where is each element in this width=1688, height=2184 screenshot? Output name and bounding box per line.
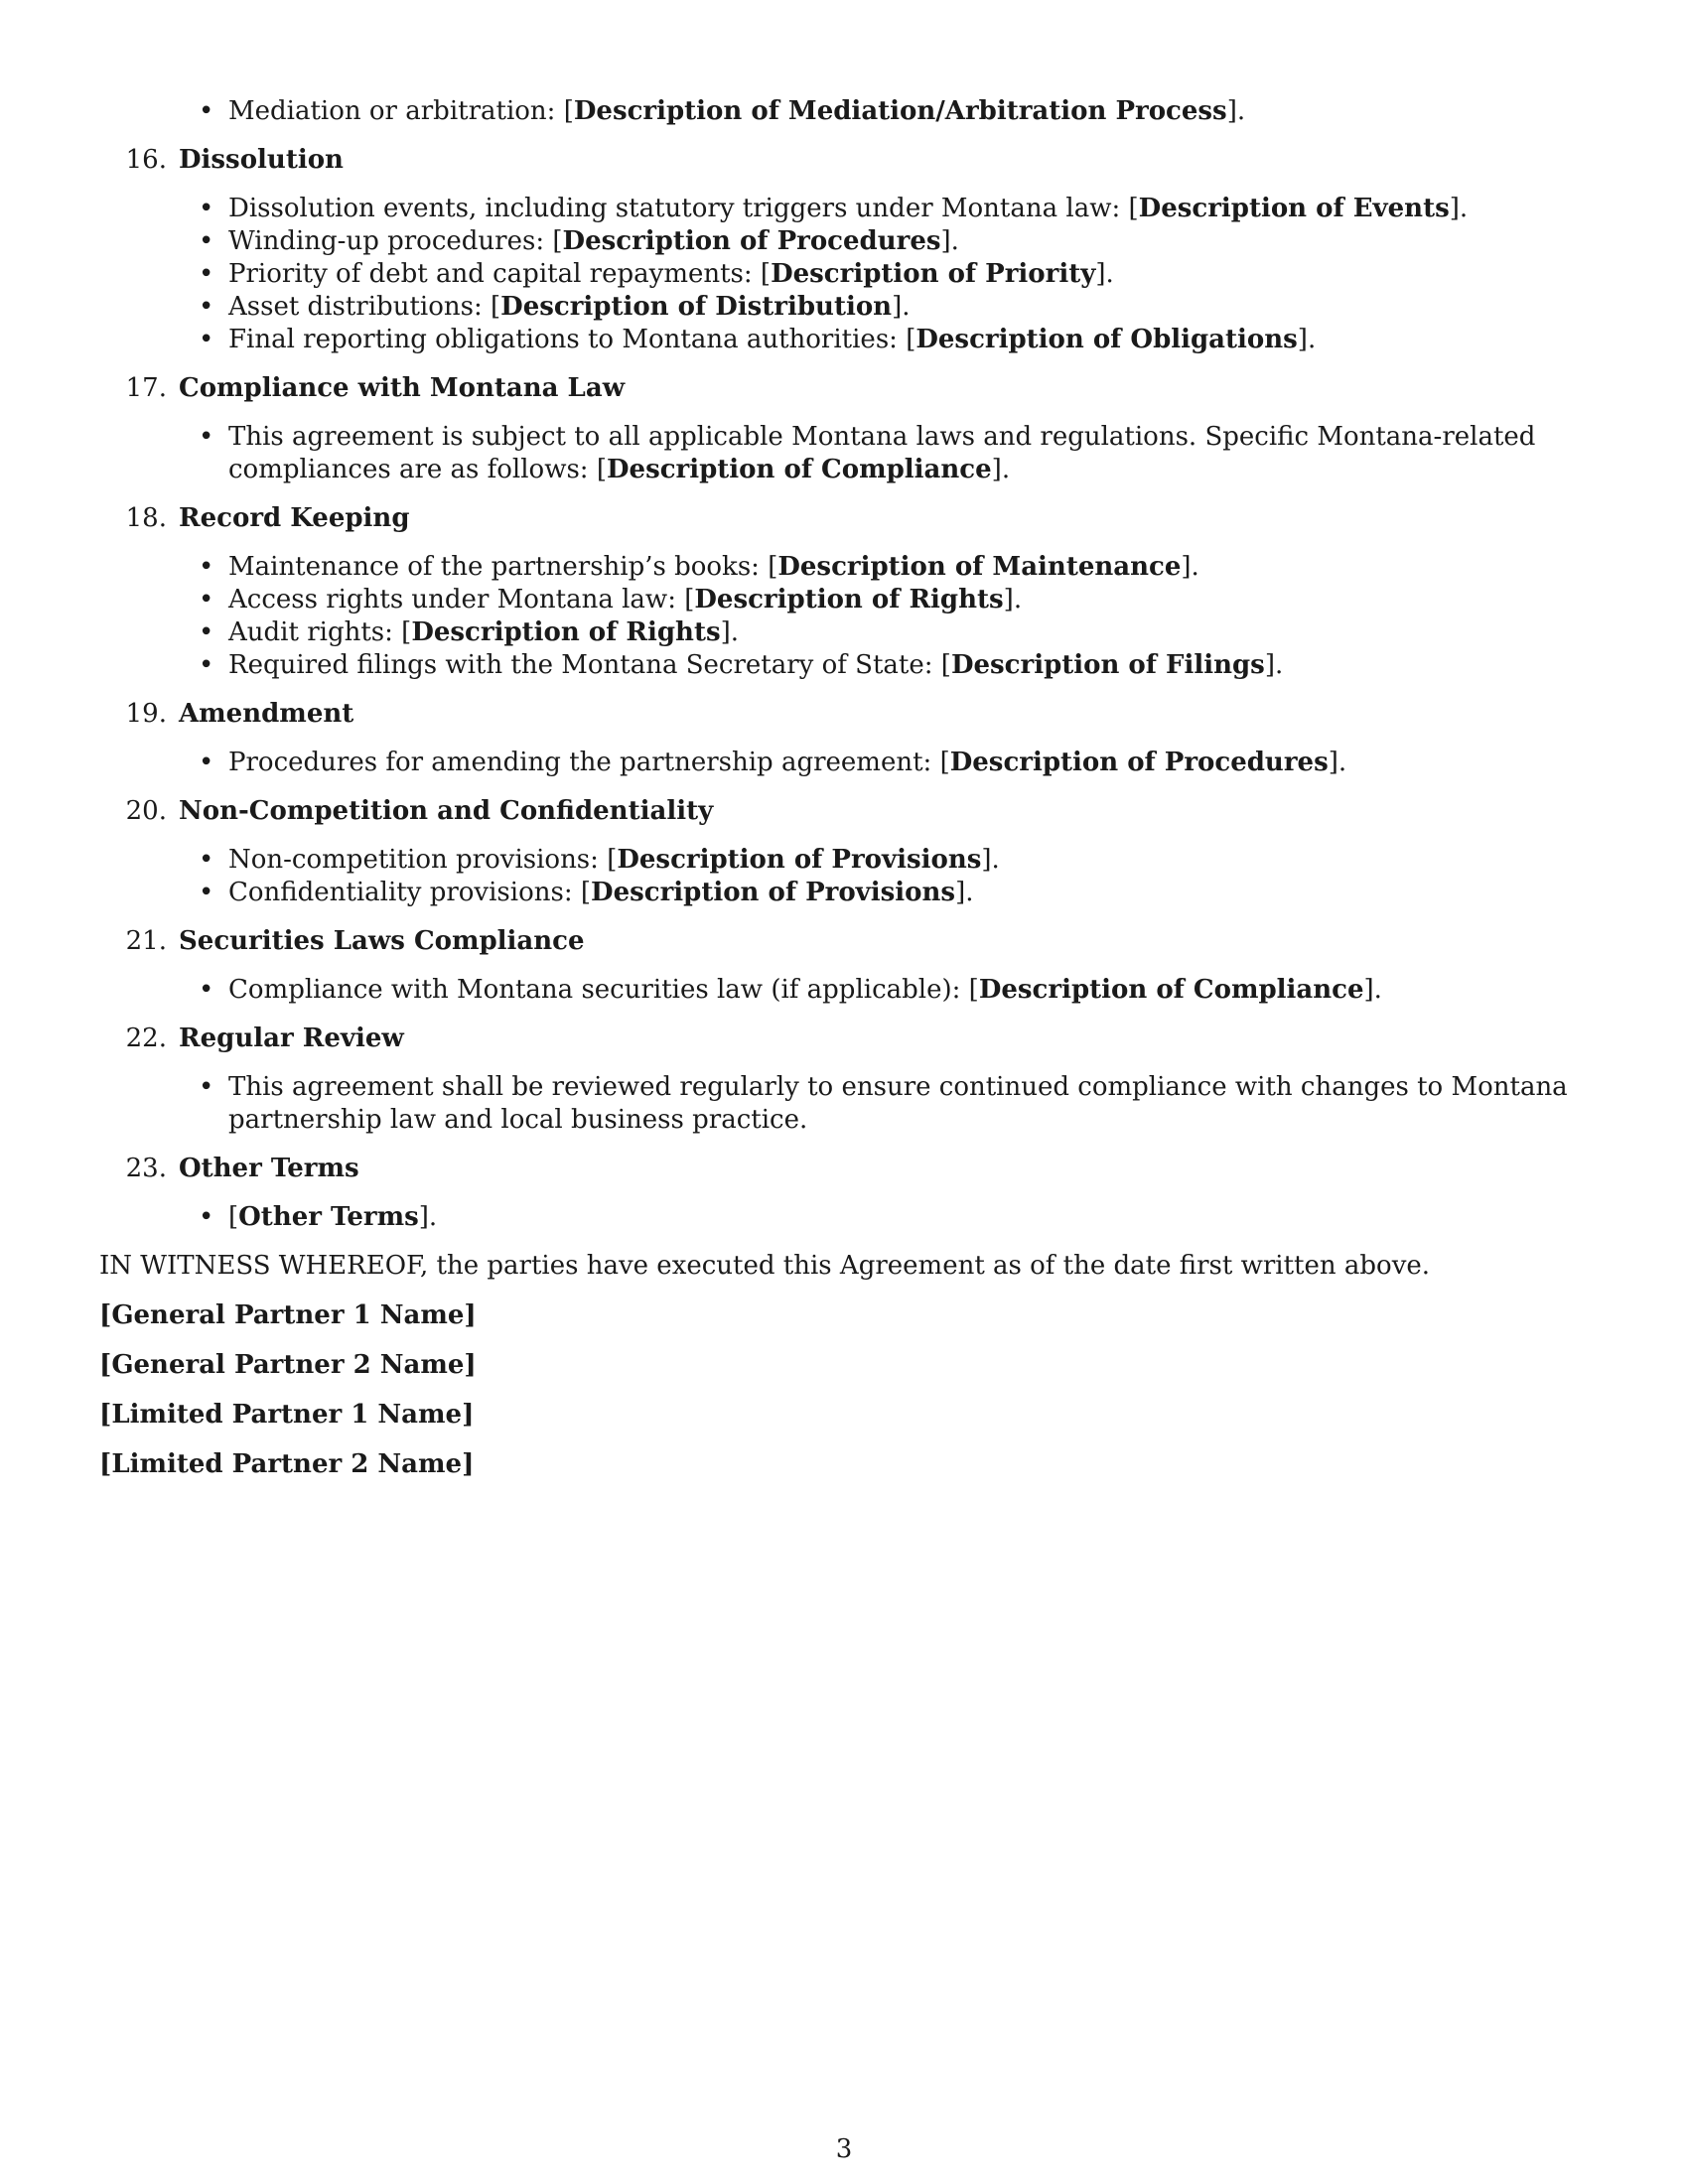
section (99, 1023, 1589, 1137)
signature-name-text: General Partner 2 Name (111, 1350, 465, 1380)
list-item: • Dissolution events, including statutory triggers under Montana law: [Description of Events]. (228, 193, 1589, 225)
item-placeholder: Description of Rights (411, 617, 721, 647)
section (99, 144, 1589, 356)
item-text: Access rights under Montana law: (228, 585, 685, 614)
list-item: • Access rights under Montana law: [Description of Rights]. (228, 584, 1589, 616)
list-item: • Priority of debt and capital repayments: [Description of Priority]. (228, 258, 1589, 291)
list-item: • Final reporting obligations to Montana authorities: [Description of Obligations]. (228, 324, 1589, 356)
item-text: Non-competition provisions: (228, 845, 608, 875)
item-text: Winding-up procedures: (228, 226, 553, 256)
signature-name-text: Limited Partner 1 Name (111, 1400, 463, 1430)
item-placeholder: Description of Filings (950, 650, 1265, 680)
section-bullet-list (99, 974, 1589, 1007)
item-text: Final reporting obligations to Montana authorities: (228, 325, 907, 354)
section-bullet-list (99, 193, 1589, 356)
section-bullet-list (99, 551, 1589, 682)
list-item: • Procedures for amending the partnership agreement: [Description of Procedures]. (228, 747, 1589, 779)
section (99, 372, 1589, 486)
section-title: Amendment (179, 699, 354, 729)
item-text: Compliance with Montana securities law (if applicable): (228, 975, 969, 1005)
section-heading (99, 144, 1589, 177)
section-bullet-list (99, 1201, 1589, 1234)
list-item: • Required filings with the Montana Secretary of State: [Description of Filings]. (228, 649, 1589, 682)
item-text: Maintenance of the partnership’s books: (228, 552, 769, 582)
list-item: • Maintenance of the partnership’s books: [Description of Maintenance]. (228, 551, 1589, 584)
list-item: • [Other Terms]. (228, 1201, 1589, 1234)
signature-name: [General Partner 2 Name] (99, 1350, 477, 1380)
section-title: Regular Review (179, 1024, 404, 1053)
list-item: • This agreement is subject to all applicable Montana laws and regulations. Specific Montana-related compliances are as follows: [Description of Compliance]. (228, 421, 1589, 486)
list-item: • Asset distributions: [Description of Distribution]. (228, 291, 1589, 324)
item-placeholder: Description of Compliance (978, 975, 1364, 1005)
document-page (99, 95, 1589, 1481)
item-text: Confidentiality provisions: (228, 878, 581, 907)
item-placeholder: Description of Priority (771, 259, 1096, 289)
item-placeholder: Description of Obligations (915, 325, 1298, 354)
item-text: Dissolution events, including statutory triggers under Montana law: (228, 194, 1129, 223)
signature-name: [General Partner 1 Name] (99, 1300, 477, 1330)
section-title: Other Terms (179, 1154, 359, 1183)
signature-name: [Limited Partner 2 Name] (99, 1449, 475, 1479)
list-item (228, 1071, 1589, 1137)
section-number: 23. (125, 1154, 167, 1183)
section-bullet-list (99, 421, 1589, 486)
item-placeholder: Description of Distribution (500, 292, 893, 322)
item-text: This agreement shall be reviewed regularly to ensure continued compliance with changes to Montana partnership law and local business practice. (228, 1072, 1568, 1135)
signature-name: [Limited Partner 1 Name] (99, 1400, 475, 1430)
list-item: • Mediation or arbitration: [Description of Mediation/Arbitration Process]. (228, 95, 1589, 128)
signature-name-text: General Partner 1 Name (111, 1300, 465, 1330)
section-title: Compliance with Montana Law (179, 373, 626, 403)
list-item: • Audit rights: [Description of Rights]. (228, 616, 1589, 649)
section-number: 22. (125, 1024, 167, 1053)
section-number: 16. (125, 145, 167, 175)
item-placeholder: Description of Events (1138, 194, 1450, 223)
section (99, 1153, 1589, 1234)
section-title: Record Keeping (179, 503, 410, 533)
item-text: Priority of debt and capital repayments: (228, 259, 761, 289)
section-heading (99, 372, 1589, 405)
item-placeholder: Other Terms (238, 1202, 419, 1232)
section-heading (99, 1023, 1589, 1055)
item-placeholder: Description of Maintenance (777, 552, 1182, 582)
list-item: • Winding-up procedures: [Description of Procedures]. (228, 225, 1589, 258)
section-heading (99, 795, 1589, 828)
item-text: Asset distributions: (228, 292, 491, 322)
section-number: 20. (125, 796, 167, 826)
section-heading (99, 925, 1589, 958)
signature-block (99, 1299, 1589, 1481)
section-number: 21. (125, 926, 167, 956)
section-bullet-list (99, 747, 1589, 779)
section-number: 18. (125, 503, 167, 533)
section-heading (99, 502, 1589, 535)
section (99, 795, 1589, 909)
list-item: • Compliance with Montana securities law (if applicable): [Description of Compliance]. (228, 974, 1589, 1007)
item-placeholder: Description of Provisions (617, 845, 982, 875)
section-title: Non-Competition and Confidentiality (179, 796, 714, 826)
top-bullet-list (99, 95, 1589, 128)
section-heading (99, 1153, 1589, 1185)
section-title: Dissolution (179, 145, 344, 175)
section (99, 698, 1589, 779)
signature-name-text: Limited Partner 2 Name (111, 1449, 463, 1479)
list-item: • Confidentiality provisions: [Description of Provisions]. (228, 877, 1589, 909)
list-item: • Non-competition provisions: [Description of Provisions]. (228, 844, 1589, 877)
witness-statement: IN WITNESS WHEREOF, the parties have executed this Agreement as of the date first written above. (99, 1251, 1431, 1281)
item-placeholder: Description of Rights (694, 585, 1004, 614)
section-heading (99, 698, 1589, 731)
item-text: Audit rights: (228, 617, 402, 647)
sections-container (99, 144, 1589, 1234)
section (99, 502, 1589, 682)
section-number: 19. (125, 699, 167, 729)
item-text: Required filings with the Montana Secretary of State: (228, 650, 941, 680)
section (99, 925, 1589, 1007)
section-bullet-list (99, 1071, 1589, 1137)
section-number: 17. (125, 373, 167, 403)
page-number: 3 (835, 2134, 853, 2164)
item-placeholder: Description of Provisions (591, 878, 956, 907)
section-title: Securities Laws Compliance (179, 926, 585, 956)
item-text: This agreement is subject to all applicable Montana laws and regulations. Specific Montana-related compliances are as follows: (228, 422, 1536, 484)
item-placeholder: Description of Procedures (949, 748, 1329, 777)
section-bullet-list (99, 844, 1589, 909)
item-text: Procedures for amending the partnership agreement: (228, 748, 940, 777)
item-placeholder: Description of Compliance (606, 455, 992, 484)
item-placeholder: Description of Procedures (562, 226, 941, 256)
